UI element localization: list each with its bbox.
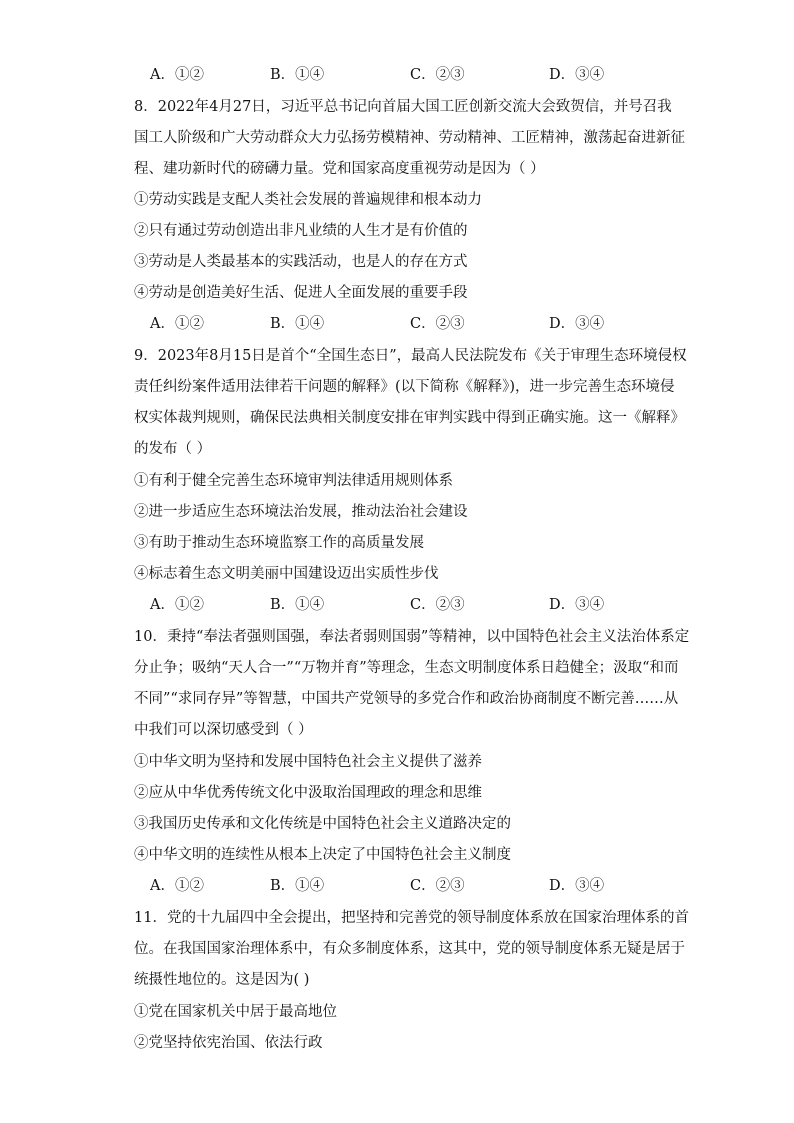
q9-options-row [134, 595, 674, 615]
option-a: A．①② [150, 67, 204, 83]
q9-item-1: ①有利于健全完善生态环境审判法律适用规则体系 [134, 473, 453, 489]
q10-item-2: ②应从中华优秀传统文化中汲取治国理政的理念和思维 [134, 785, 482, 801]
q9-stem-line-4: 的发布（ ） [134, 441, 212, 457]
q11-stem-line-2: 位。在我国国家治理体系中，有众多制度体系，这其中，党的领导制度体系无疑是居于 [134, 941, 685, 957]
q8-stem-line-2: 国工人阶级和广大劳动群众大力弘扬劳模精神、劳动精神、工匠精神，激荡起奋进新征 [134, 130, 685, 146]
q10-item-3: ③我国历史传承和文化传统是中国特色社会主义道路决定的 [134, 816, 511, 832]
q9-stem-line-3: 权实体裁判规则，确保民法典相关制度安排在审判实践中得到正确实施。这一《解释》 [134, 410, 685, 426]
q8-stem-line-3: 程、建功新时代的磅礴力量。党和国家高度重视劳动是因为（ ） [134, 161, 545, 177]
q8-item-1: ①劳动实践是支配人类社会发展的普遍规律和根本动力 [134, 192, 482, 208]
q10-option-a: A．①② [150, 878, 204, 894]
q9-option-b: B．①④ [270, 597, 325, 613]
q8-item-2: ②只有通过劳动创造出非凡业绩的人生才是有价值的 [134, 223, 468, 239]
q11-stem-line-1: 11．党的十九届四中全会提出，把坚持和完善党的领导制度体系放在国家治理体系的首 [134, 910, 689, 926]
q10-item-1: ①中华文明为坚持和发展中国特色社会主义提供了滋养 [134, 754, 482, 770]
option-c: C．②③ [410, 67, 465, 83]
q8-stem-line-1: 8．2022年4月27日，习近平总书记向首届大国工匠创新交流大会致贺信，并号召我 [134, 99, 672, 115]
q10-stem-line-2: 分止争；吸纳“天人合一”“万物并育”等理念，生态文明制度体系日趋健全；汲取“和而 [134, 660, 679, 676]
q10-stem-line-1: 10．秉持“奉法者强则国强，奉法者弱则国弱”等精神，以中国特色社会主义法治体系定 [134, 629, 690, 645]
q10-option-c: C．②③ [410, 878, 465, 894]
q8-option-a: A．①② [150, 316, 204, 332]
q8-option-d: D．③④ [549, 316, 605, 332]
q11-stem-line-3: 统摄性地位的。这是因为( ) [134, 972, 310, 988]
option-d: D．③④ [549, 67, 605, 83]
q8-option-c: C．②③ [410, 316, 465, 332]
q8-item-4: ④劳动是创造美好生活、促进人全面发展的重要手段 [134, 285, 468, 301]
q11-item-2: ②党坚持依宪治国、依法行政 [134, 1035, 323, 1051]
q8-option-b: B．①④ [270, 316, 325, 332]
q9-option-c: C．②③ [410, 597, 465, 613]
q10-item-4: ④中华文明的连续性从根本上决定了中国特色社会主义制度 [134, 847, 511, 863]
q10-option-d: D．③④ [549, 878, 605, 894]
q9-stem-line-1: 9．2023年8月15日是首个“全国生态日”，最高人民法院发布《关于审理生态环境侵权 [134, 348, 687, 364]
options-row-prev [134, 65, 674, 85]
q9-option-a: A．①② [150, 597, 204, 613]
q10-stem-line-3: 不同”“求同存异”等智慧，中国共产党领导的多党合作和政治协商制度不断完善……从 [134, 691, 679, 707]
q10-options-row [134, 876, 674, 896]
q8-item-3: ③劳动是人类最基本的实践活动，也是人的存在方式 [134, 254, 468, 270]
q9-option-d: D．③④ [549, 597, 605, 613]
option-b: B．①④ [270, 67, 325, 83]
q9-item-2: ②进一步适应生态环境法治发展，推动法治社会建设 [134, 504, 468, 520]
q11-item-1: ①党在国家机关中居于最高地位 [134, 1004, 337, 1020]
q10-stem-line-4: 中我们可以深切感受到（ ） [134, 722, 313, 738]
q9-item-4: ④标志着生态文明美丽中国建设迈出实质性步伐 [134, 566, 439, 582]
q9-item-3: ③有助于推动生态环境监察工作的高质量发展 [134, 535, 424, 551]
q8-options-row [134, 314, 674, 334]
q9-stem-line-2: 责任纠纷案件适用法律若干问题的解释》(以下简称《解释》)，进一步完善生态环境侵 [134, 379, 675, 395]
q10-option-b: B．①④ [270, 878, 325, 894]
